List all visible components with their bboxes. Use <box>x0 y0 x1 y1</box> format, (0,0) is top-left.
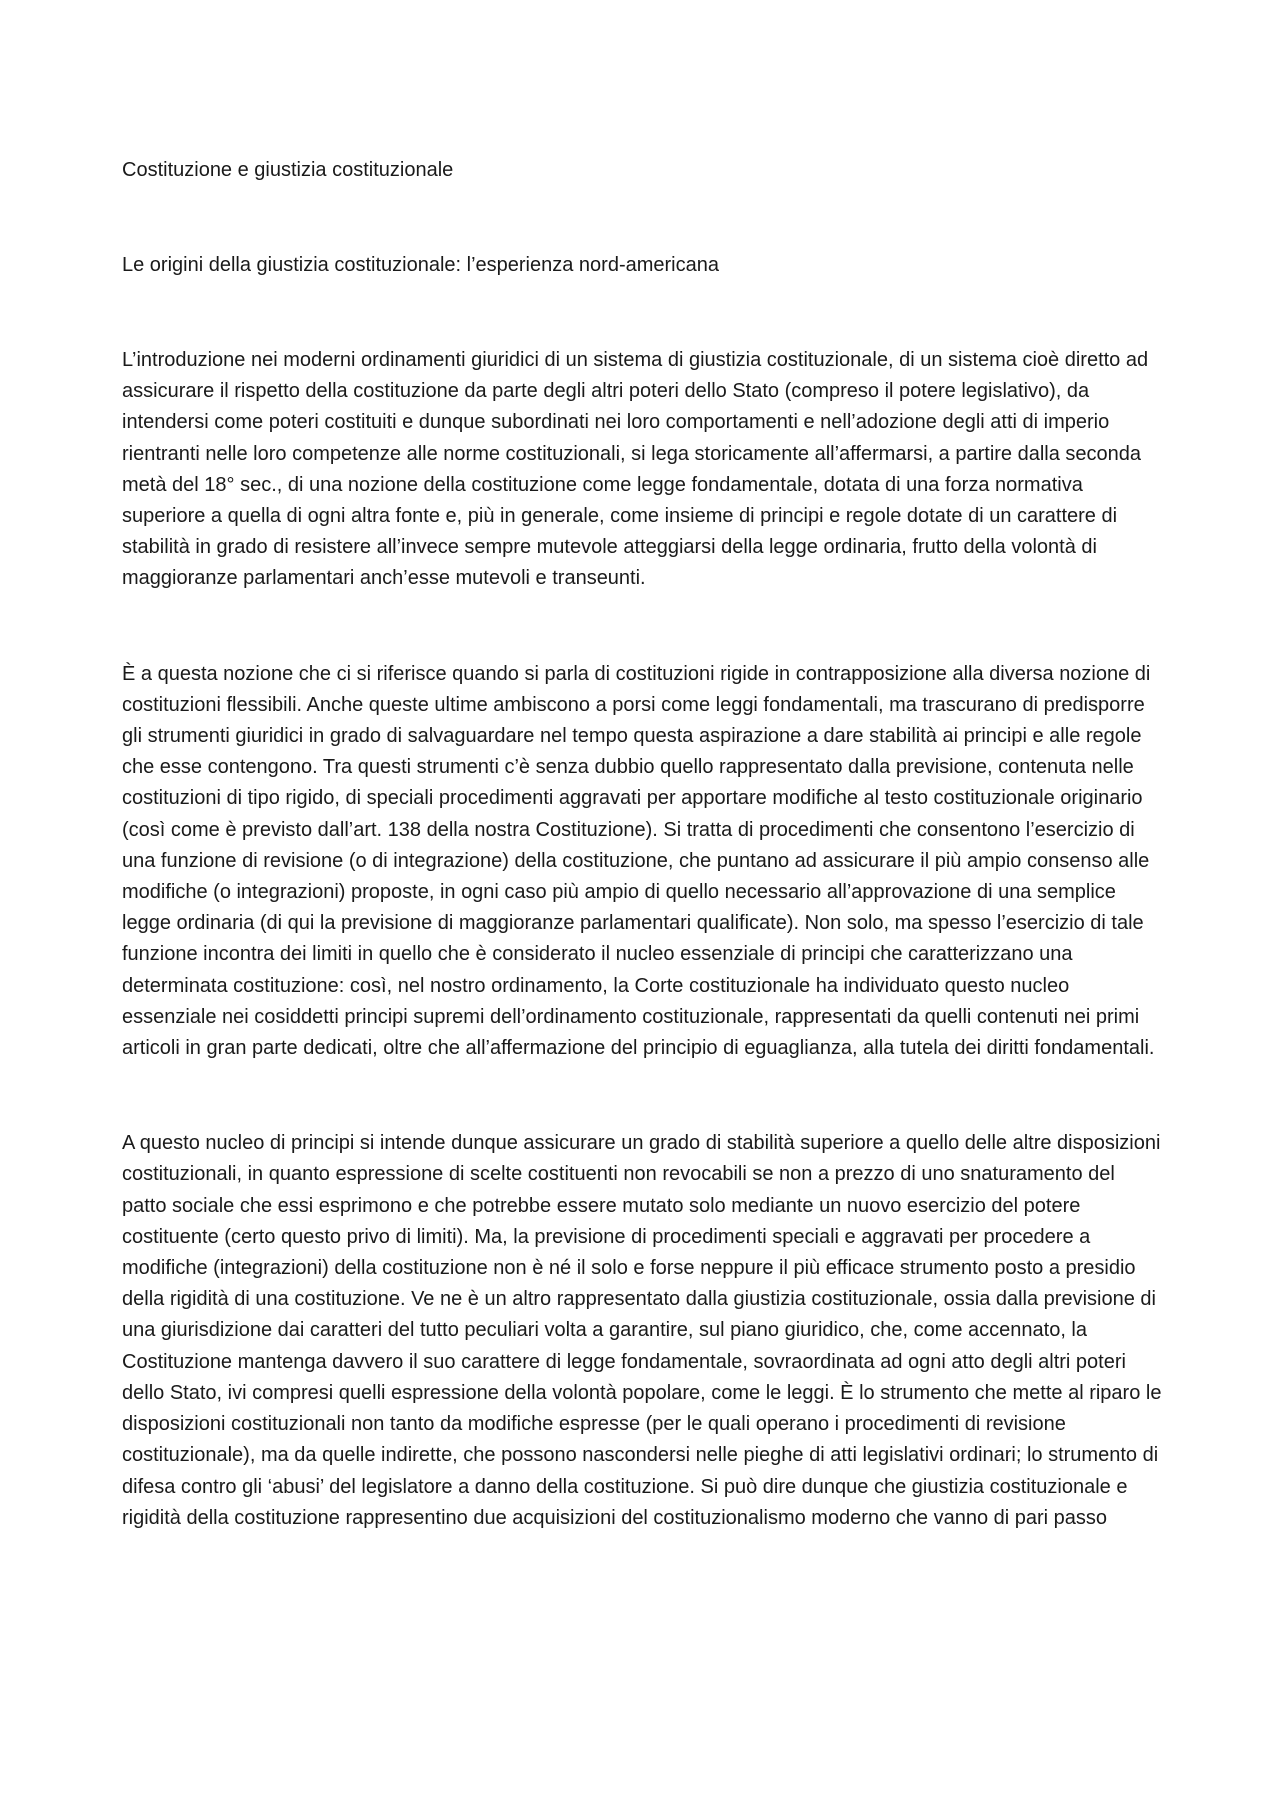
paragraph-2: È a questa nozione che ci si riferisce quando si parla di costituzioni rigide in contrapposizione alla diversa nozione di costituzioni flessibili. Anche queste ultime ambiscono a porsi come leggi fondamentali, ma trascurano di predisporre gli strumenti giuridici in grado di salvaguardare nel tempo questa aspirazione a dare stabilità ai principi e alle regole che esse contengono. Tra questi strumenti c’è senza dubbio quello rappresentato dalla previsione, contenuta nelle costituzioni di tipo rigido, di speciali procedimenti aggravati per apportare modifiche al testo costituzionale originario (così come è previsto dall’art. 138 della nostra Costituzione). Si tratta di procedimenti che consentono l’esercizio di una funzione di revisione (o di integrazione) della costituzione, che puntano ad assicurare il più ampio consenso alle modifiche (o integrazioni) proposte, in ogni caso più ampio di quello necessario all’approvazione di una semplice legge ordinaria (di qui la previsione di maggioranze parlamentari qualificate). Non solo, ma spesso l’esercizio di tale funzione incontra dei limiti in quello che è considerato il nucleo essenziale di principi che caratterizzano una determinata costituzione: così, nel nostro ordinamento, la Corte costituzionale ha individuato questo nucleo essenziale nei cosiddetti principi supremi dell’ordinamento costituzionale, rappresentati da quelli contenuti nei primi articoli in gran parte dedicati, oltre che all’affermazione del principio di eguaglianza, alla tutela dei diritti fondamentali. <box>122 662 1155 1060</box>
document-body <box>122 155 1162 1534</box>
paragraph-3: A questo nucleo di principi si intende dunque assicurare un grado di stabilità superiore a quello delle altre disposizioni costituzionali, in quanto espressione di scelte costituenti non revocabili se non a prezzo di uno snaturamento del patto sociale che essi esprimono e che potrebbe essere mutato solo mediante un nuovo esercizio del potere costituente (certo questo privo di limiti). Ma, la previsione di procedimenti speciali e aggravati per procedere a modifiche (integrazioni) della costituzione non è né il solo e forse neppure il più efficace strumento posto a presidio della rigidità di una costituzione. Ve ne è un altro rappresentato dalla giustizia costituzionale, ossia dalla previsione di una giurisdizione dai caratteri del tutto peculiari volta a garantire, sul piano giuridico, che, come accennato, la Costituzione mantenga davvero il suo carattere di legge fondamentale, sovraordinata ad ogni atto degli altri poteri dello Stato, ivi compresi quelli espressione della volontà popolare, come le leggi. È lo strumento che mette al riparo le disposizioni costituzionali non tanto da modifiche espresse (per le quali operano i procedimenti di revisione costituzionale), ma da quelle indirette, che possono nascondersi nelle pieghe di atti legislativi ordinari; lo strumento di difesa contro gli ‘abusi’ del legislatore a danno della costituzione. Si può dire dunque che giustizia costituzionale e rigidità della costituzione rappresentino due acquisizioni del costituzionalismo moderno che vanno di pari passo <box>122 1132 1162 1529</box>
section-heading: Le origini della giustizia costituzionale: l’esperienza nord-americana <box>122 254 719 276</box>
document-title: Costituzione e giustizia costituzionale <box>122 159 454 181</box>
paragraph-1: L’introduzione nei moderni ordinamenti giuridici di un sistema di giustizia costituzionale, di un sistema cioè diretto ad assicurare il rispetto della costituzione da parte degli altri poteri dello Stato (compreso il potere legislativo), da intendersi come poteri costituiti e dunque subordinati nei loro comportamenti e nell’adozione degli atti di imperio rientranti nelle loro competenze alle norme costituzionali, si lega storicamente all’affermarsi, a partire dalla seconda metà del 18° sec., di una nozione della costituzione come legge fondamentale, dotata di una forza normativa superiore a quella di ogni altra fonte e, più in generale, come insieme di principi e regole dotate di un carattere di stabilità in grado di resistere all’invece sempre mutevole atteggiarsi della legge ordinaria, frutto della volontà di maggioranze parlamentari anch’esse mutevoli e transeunti. <box>122 349 1149 590</box>
